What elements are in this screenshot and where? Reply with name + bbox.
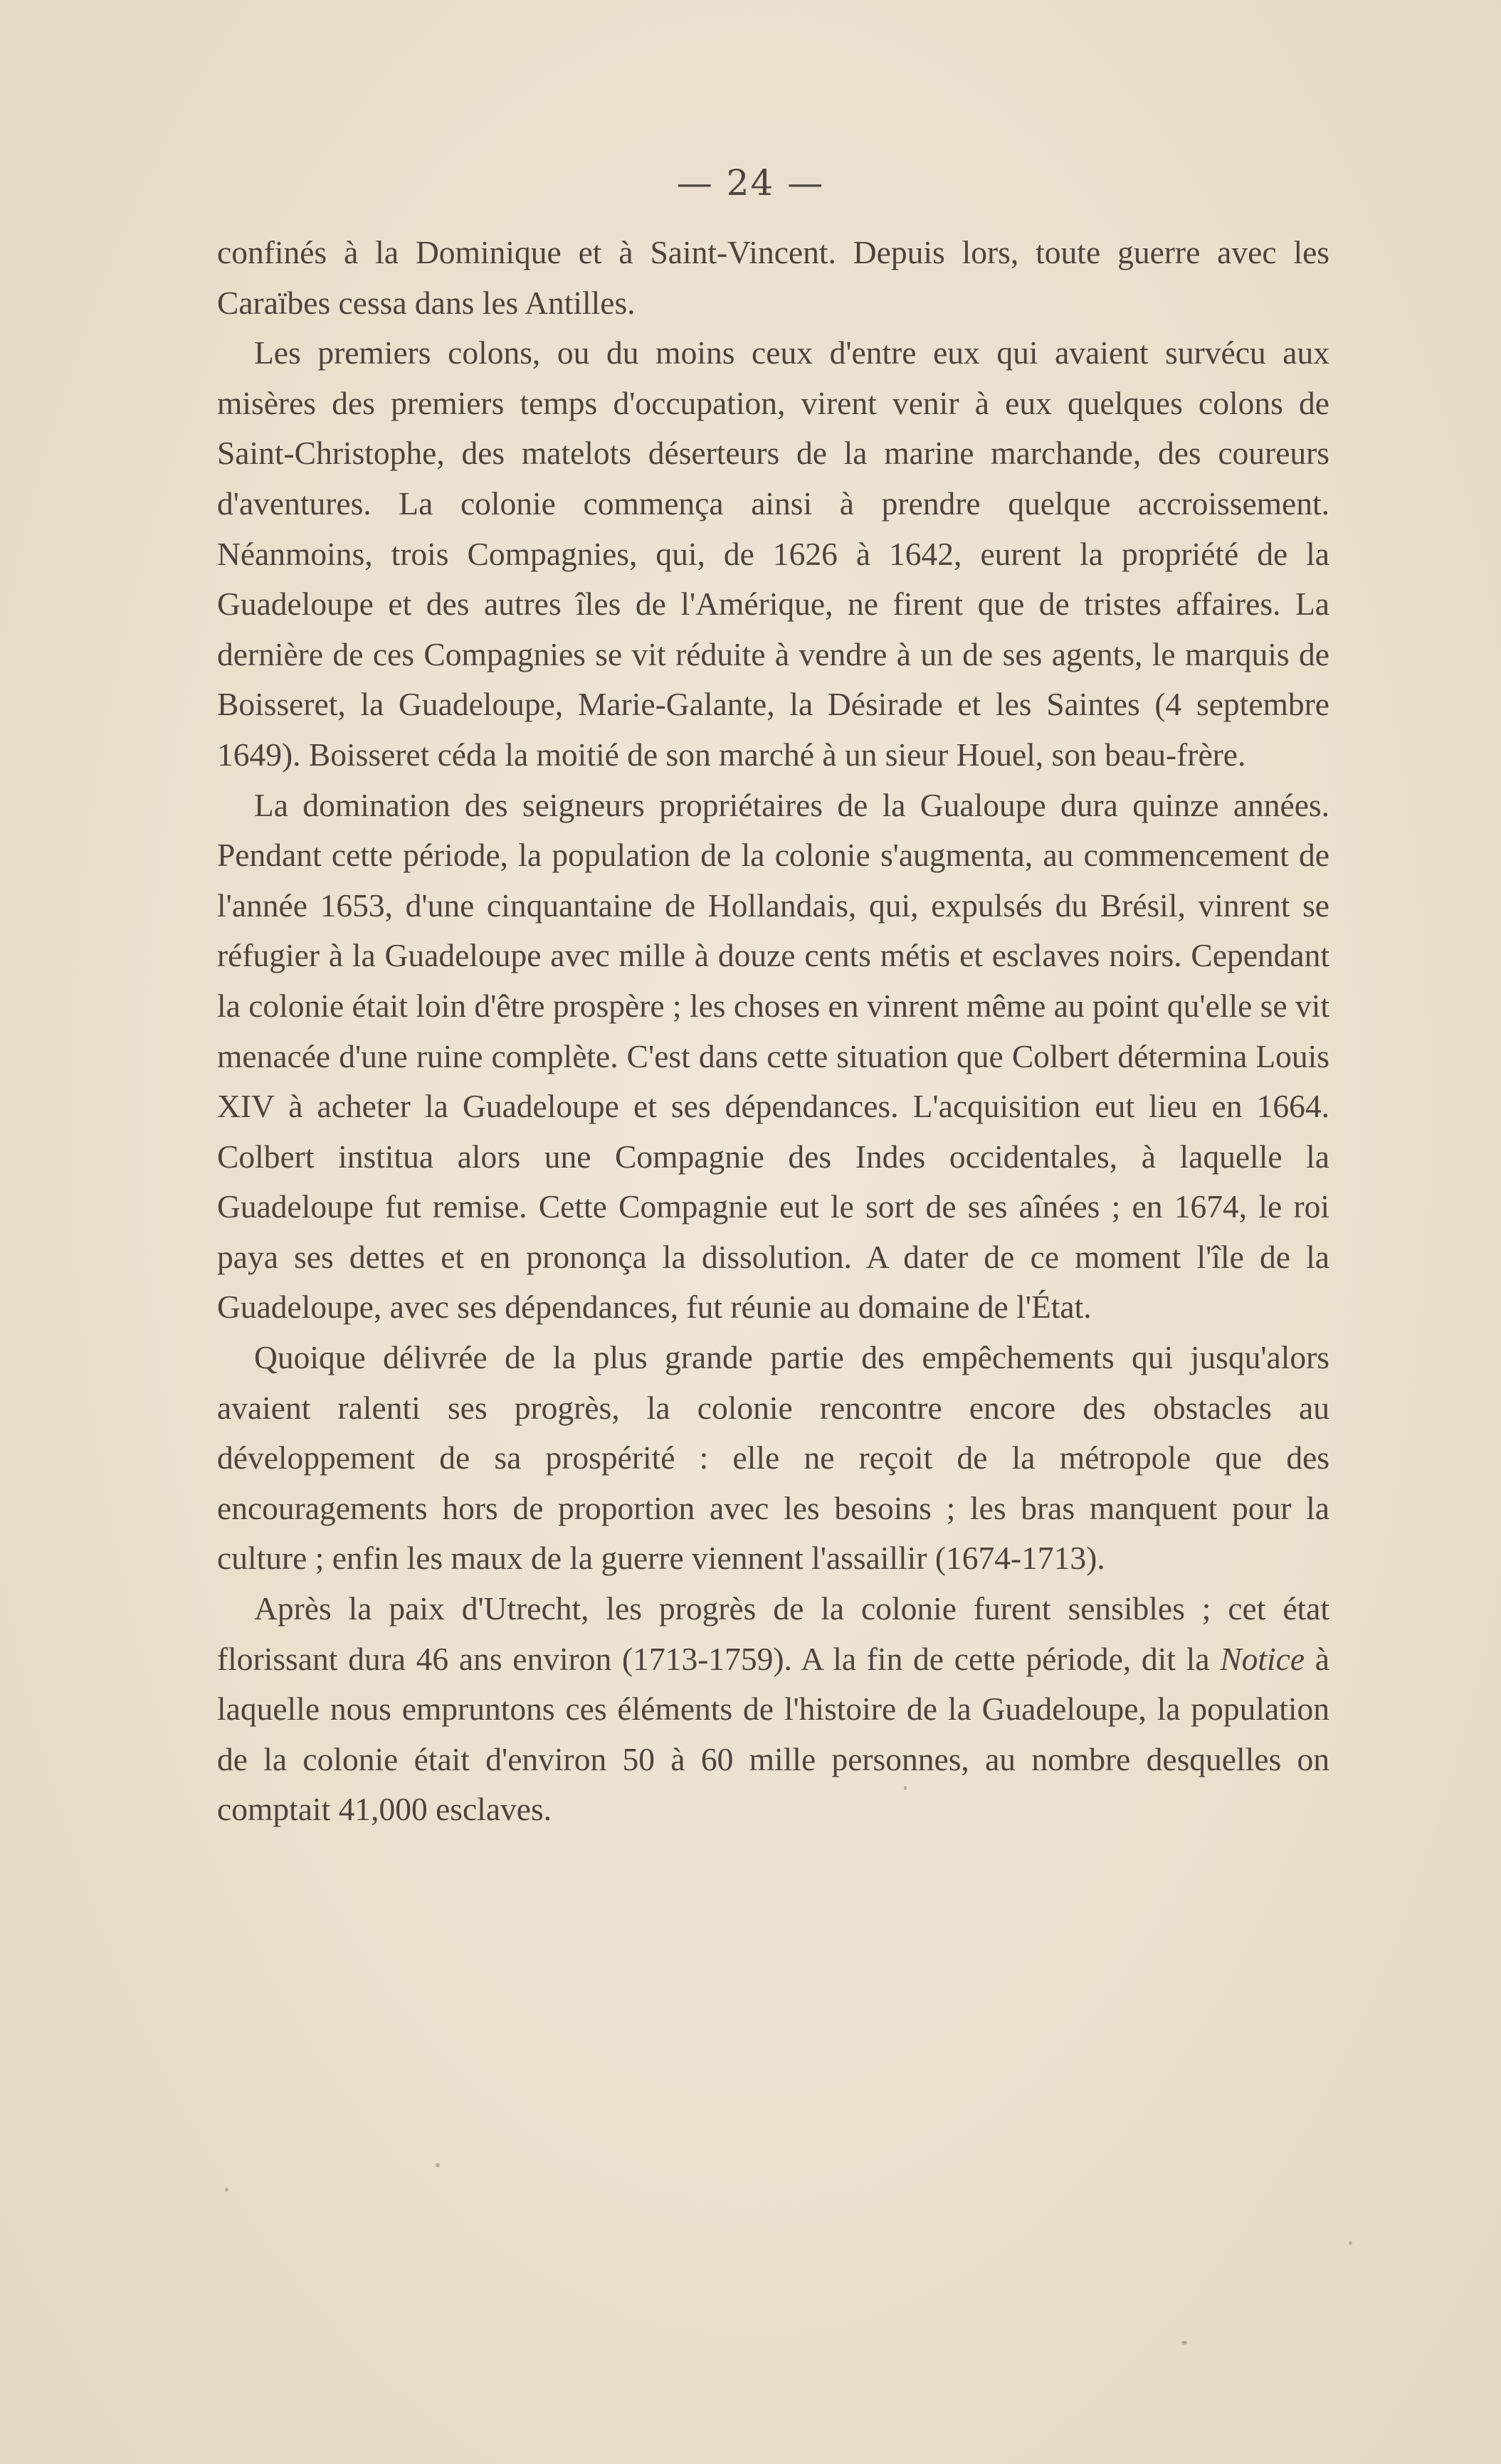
paragraph-4 bbox=[217, 1333, 1329, 1584]
paragraph-2 bbox=[217, 328, 1329, 780]
paragraph-3-text: La domination des seigneurs propriétaires de la Gualoupe dura quinze années. Pendant cette période, la population de la colonie s'augmenta, au commencement de l'année 1653, d'une cinquantaine de Hollandais, qui, expulsés du Brésil, vinrent se réfugier à la Guadeloupe avec mille à douze cents métis et esclaves noirs. Cependant la colonie était loin d'être prospère ; les choses en vinrent même au point qu'elle se vit menacée d'une ruine complète. C'est dans cette situation que Colbert détermina Louis XIV à acheter la Guadeloupe et ses dépendances. L'acquisition eut lieu en 1664. Colbert institua alors une Compagnie des Indes occidentales, à laquelle la Guadeloupe fut remise. Cette Compagnie eut le sort de ses aînées ; en 1674, le roi paya ses dettes et en prononça la dissolution. A dater de ce moment l'île de la Guadeloupe, avec ses dépendances, fut réunie au domaine de l'État. bbox=[217, 786, 1329, 1326]
paragraph-5-text-after: à laquelle nous empruntons ces éléments de l'histoire de la Guadeloupe, la population de la colonie était d'environ 50 à 60 mille personnes, au nombre desquelles on comptait 41,000 esclaves. bbox=[217, 1640, 1329, 1828]
paragraph-4-text: Quoique délivrée de la plus grande partie des empêchements qui jusqu'alors avaient ralenti ses progrès, la colonie rencontre encore des obstacles au développement de sa prospérité : elle ne reçoit de la métropole que des encouragements hors de proportion avec les besoins ; les bras manquent pour la culture ; enfin les maux de la guerre viennent l'assaillir (1674-1713). bbox=[217, 1339, 1329, 1577]
paragraph-5-text-before: Après la paix d'Utrecht, les progrès de la colonie furent sensibles ; cet état florissant dura 46 ans environ (1713-1759). A la fin de cette période, dit la bbox=[217, 1590, 1329, 1677]
paragraph-5-italic-title: Notice bbox=[1220, 1640, 1305, 1677]
paragraph-3 bbox=[217, 781, 1329, 1333]
paragraph-5 bbox=[217, 1584, 1329, 1835]
paper-speck bbox=[225, 2188, 228, 2191]
paper-speck bbox=[904, 1786, 907, 1790]
page-number: — 24 — bbox=[676, 162, 825, 203]
body-text bbox=[217, 228, 1329, 1835]
paper-speck bbox=[436, 2163, 440, 2167]
paper-speck bbox=[1181, 2341, 1187, 2344]
paragraph-1-text: confinés à la Dominique et à Saint-Vincent. Depuis lors, toute guerre avec les Caraïbes cessa dans les Antilles. bbox=[217, 234, 1329, 321]
paper-speck bbox=[1349, 2241, 1352, 2245]
paragraph-1 bbox=[217, 228, 1329, 328]
paragraph-2-text: Les premiers colons, ou du moins ceux d'entre eux qui avaient survécu aux misères des premiers temps d'occupation, virent venir à eux quelques colons de Saint-Christophe, des matelots déserteurs de la marine marchande, des coureurs d'aventures. La colonie commença ainsi à prendre quelque accroissement. Néanmoins, trois Compagnies, qui, de 1626 à 1642, eurent la propriété de la Guadeloupe et des autres îles de l'Amérique, ne firent que de tristes affaires. La dernière de ces Compagnies se vit réduite à vendre à un de ses agents, le marquis de Boisseret, la Guadeloupe, Marie-Galante, la Désirade et les Saintes (4 septembre 1649). Boisseret céda la moitié de son marché à un sieur Houel, son beau-frère. bbox=[217, 334, 1329, 773]
